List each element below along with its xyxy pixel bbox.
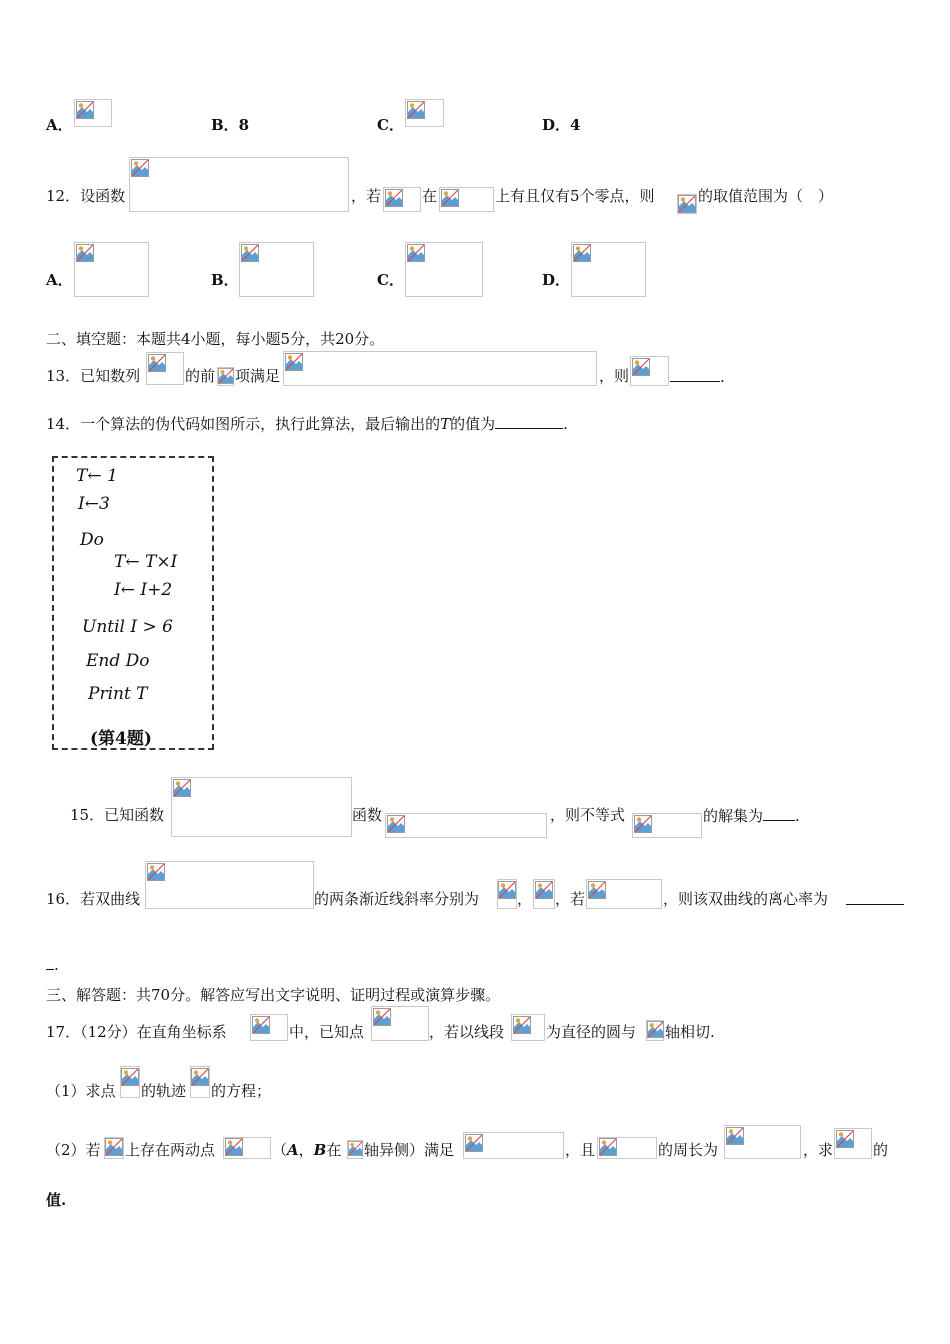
- pseudocode-caption: (第4题): [90, 729, 152, 749]
- formula-image: [223, 1137, 271, 1159]
- broken-image-icon: [678, 195, 696, 213]
- broken-image-icon: [373, 1008, 391, 1026]
- broken-image-icon: [173, 779, 191, 797]
- pseudocode-line: T← 1: [76, 466, 118, 486]
- q16-text-1: 16．若双曲线: [46, 890, 141, 908]
- q16-text-2: 的两条渐近线斜率分别为: [314, 890, 480, 908]
- q17-part2-text-1: （2）若: [46, 1141, 101, 1159]
- q17-point-b: B: [313, 1141, 327, 1159]
- q16-text-6: .: [54, 956, 59, 974]
- broken-image-icon: [76, 244, 94, 262]
- section-2-heading: 二、填空题：本题共4小题，每小题5分，共20分。: [46, 330, 385, 348]
- q14-text-2: 的值为: [450, 415, 496, 433]
- q11-option-b: B．8: [211, 116, 250, 134]
- broken-image-icon: [121, 1068, 139, 1086]
- formula-image: [511, 1014, 545, 1041]
- formula-image: [405, 242, 483, 297]
- formula-image: [571, 242, 646, 297]
- q15-text-4: 的解集为: [703, 807, 764, 825]
- formula-image: [463, 1132, 564, 1159]
- formula-image: [129, 157, 349, 212]
- formula-image: [383, 187, 421, 212]
- broken-image-icon: [131, 159, 149, 177]
- q15-text-2: 函数: [352, 806, 383, 824]
- q17-part1-text-2: 的轨迹: [141, 1082, 187, 1100]
- q12-text-1: 12．设函数: [46, 187, 126, 205]
- q17-part2-text-8: 的: [873, 1141, 889, 1159]
- q17-part2-text-6: 的周长为: [658, 1141, 719, 1159]
- broken-image-icon: [191, 1068, 209, 1086]
- broken-image-icon: [76, 101, 94, 119]
- q17-part1-text-3: 的方程；: [211, 1082, 272, 1100]
- formula-image: [371, 1006, 429, 1041]
- broken-image-icon: [252, 1016, 270, 1034]
- q15-text: [703, 806, 800, 825]
- q17-part2-text-4: 轴异侧）满足: [364, 1141, 455, 1159]
- broken-image-icon: [147, 863, 165, 881]
- broken-image-icon: [385, 189, 403, 207]
- formula-image: [146, 352, 184, 385]
- q13-text-3: 项满足: [235, 367, 281, 385]
- q13-text-4: ，则: [599, 367, 630, 385]
- q14-answer-blank: [495, 414, 563, 429]
- broken-image-icon: [225, 1138, 243, 1156]
- broken-image-icon: [148, 354, 166, 372]
- broken-image-icon: [407, 101, 425, 119]
- formula-image: [217, 367, 234, 386]
- q17-point-a: A: [287, 1141, 299, 1159]
- q17-comma: ，: [298, 1141, 314, 1159]
- formula-image: [145, 861, 314, 909]
- q12-option-b: B．: [211, 271, 239, 289]
- q13-text-2: 的前: [185, 367, 216, 385]
- q11-option-d: D．4: [542, 116, 581, 134]
- q11-option-a: A．: [46, 116, 73, 134]
- pseudocode-line: Print T: [88, 684, 148, 704]
- formula-image: [834, 1128, 872, 1159]
- pseudocode-line: I← I+2: [114, 580, 173, 600]
- q17-part1-text-1: （1）求点: [46, 1082, 116, 1100]
- pseudocode-line: End Do: [86, 651, 150, 671]
- broken-image-icon: [387, 815, 405, 833]
- broken-image-icon: [105, 1138, 123, 1156]
- formula-image: [677, 194, 697, 214]
- q12-text-3: 在: [422, 187, 438, 205]
- broken-image-icon: [348, 1141, 363, 1156]
- formula-image: [597, 1137, 657, 1159]
- q12-option-a: A．: [46, 271, 73, 289]
- q17-text-4: 为直径的圆与: [546, 1023, 637, 1041]
- q16-answer-blank-2: [46, 955, 59, 974]
- formula-image: [385, 813, 547, 838]
- q12-option-d: D．: [542, 271, 571, 289]
- broken-image-icon: [632, 358, 650, 376]
- pseudocode-line: T← T×I: [114, 552, 178, 572]
- q17-part2-paren: （: [272, 1141, 288, 1159]
- pseudocode-line: Do: [80, 530, 104, 550]
- q17-part2-text-3: [272, 1141, 341, 1159]
- q17-part2-text-9: 值.: [46, 1191, 67, 1209]
- formula-image: [533, 879, 555, 909]
- q15-answer-blank: [763, 806, 795, 821]
- broken-image-icon: [498, 881, 516, 899]
- pseudocode-line: Until I > 6: [82, 617, 173, 637]
- q17-text-2: 中，已知点: [289, 1023, 365, 1041]
- q15-text-1: 15．已知函数: [70, 806, 165, 824]
- formula-image: [190, 1066, 210, 1098]
- q17-part2-text-2: 上存在两动点: [125, 1141, 216, 1159]
- broken-image-icon: [535, 881, 553, 899]
- broken-image-icon: [634, 815, 652, 833]
- formula-image: [646, 1020, 664, 1041]
- q14-text-1: 14．一个算法的伪代码如图所示，执行此算法，最后输出的: [46, 415, 441, 433]
- formula-image: [104, 1137, 124, 1159]
- q12-text-2: ，若: [351, 187, 382, 205]
- section-3-heading: 三、解答题：共70分。解答应写出文字说明、证明过程或演算步骤。: [46, 986, 501, 1004]
- q11-option-c: C．: [377, 116, 404, 134]
- q16-text-5: ，则该双曲线的离心率为: [663, 890, 829, 908]
- q14-text: [46, 414, 568, 433]
- q15-text-5: .: [795, 807, 800, 825]
- formula-image: [120, 1066, 140, 1098]
- q14-text-3: .: [563, 415, 568, 433]
- formula-image: [439, 187, 494, 212]
- formula-image: [724, 1125, 801, 1159]
- formula-image: [586, 879, 662, 909]
- formula-image: [632, 813, 702, 838]
- formula-image: [171, 777, 352, 837]
- pseudocode-line: I←3: [78, 494, 110, 514]
- broken-image-icon: [573, 244, 591, 262]
- broken-image-icon: [218, 368, 234, 384]
- q14-var: T: [440, 415, 451, 433]
- q12-option-c: C．: [377, 271, 404, 289]
- formula-image: [283, 351, 597, 386]
- q17-text-5: 轴相切.: [665, 1023, 715, 1041]
- q12-text-4: 上有且仅有5个零点，则: [495, 187, 655, 205]
- formula-image: [405, 99, 444, 127]
- pseudocode-figure: [52, 456, 214, 750]
- formula-image: [74, 242, 149, 297]
- formula-image: [630, 356, 669, 386]
- broken-image-icon: [407, 244, 425, 262]
- q17-part2-text-7: ，求: [803, 1141, 834, 1159]
- q17-text-3: ，若以线段: [429, 1023, 505, 1041]
- formula-image: [239, 242, 314, 297]
- q13-text-5: .: [720, 368, 725, 386]
- formula-image: [347, 1140, 363, 1159]
- broken-image-icon: [599, 1138, 617, 1156]
- q12-text-5: 的取值范围为（ ）: [698, 187, 834, 205]
- broken-image-icon: [285, 353, 303, 371]
- formula-image: [497, 879, 517, 909]
- broken-image-icon: [241, 244, 259, 262]
- broken-image-icon: [465, 1134, 483, 1152]
- q17-text-1: 17．（12分）在直角坐标系: [46, 1023, 227, 1041]
- broken-image-icon: [836, 1130, 854, 1148]
- q17-part2-text-5: ，且: [565, 1141, 596, 1159]
- q16-text-3: ，: [517, 890, 533, 908]
- q15-text-3: ，则不等式: [550, 806, 626, 824]
- q16-answer-blank-1: [846, 890, 904, 909]
- broken-image-icon: [513, 1016, 531, 1034]
- q17-zai: 在: [326, 1141, 342, 1159]
- broken-image-icon: [441, 189, 459, 207]
- broken-image-icon: [588, 881, 606, 899]
- q13-text-1: 13．已知数列: [46, 367, 141, 385]
- formula-image: [74, 99, 112, 127]
- formula-image: [250, 1014, 288, 1041]
- broken-image-icon: [647, 1021, 664, 1038]
- q16-text-4: ，若: [555, 890, 586, 908]
- q13-answer-blank: [670, 367, 725, 386]
- broken-image-icon: [726, 1127, 744, 1145]
